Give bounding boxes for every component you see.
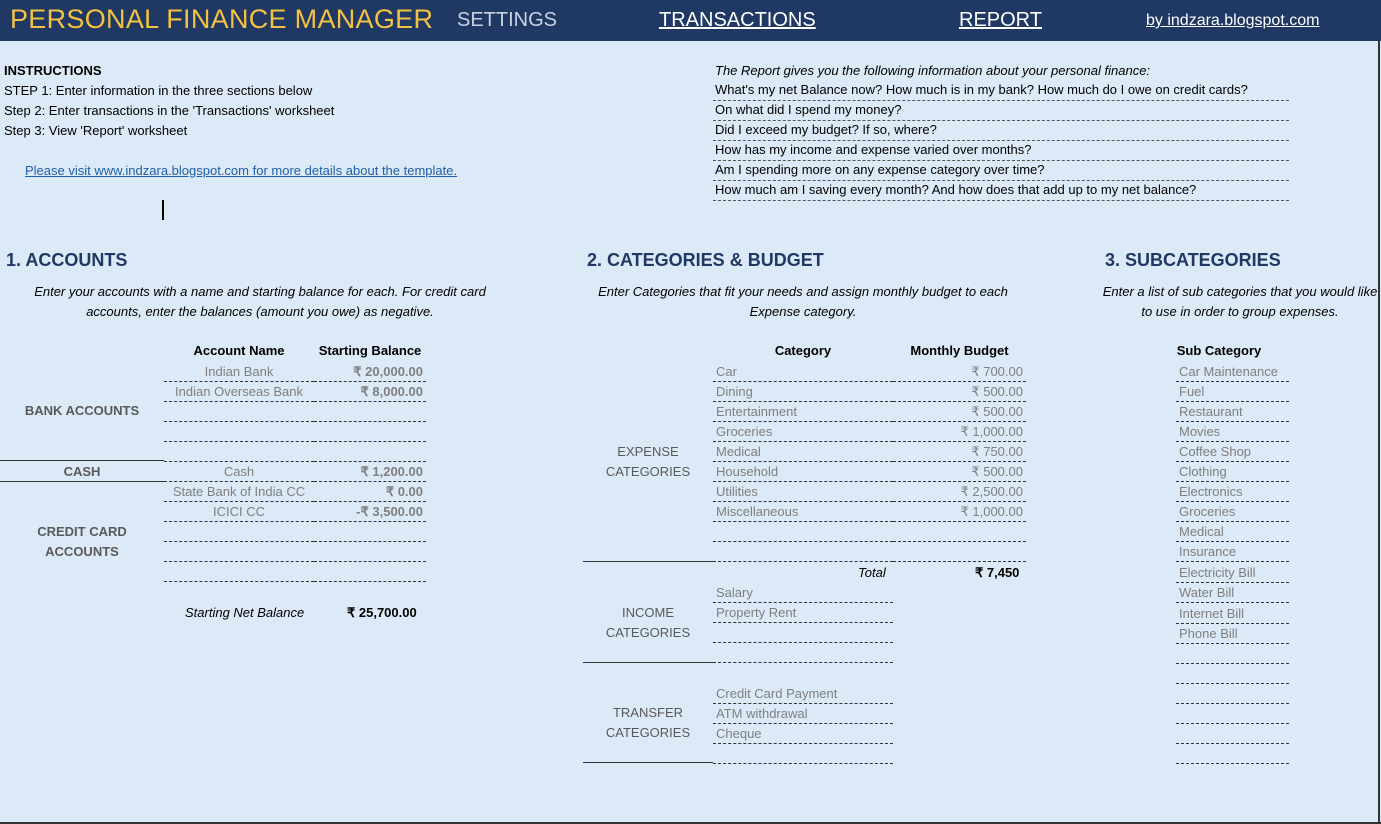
expense-category-cell[interactable] [713, 543, 893, 562]
expense-category-cell[interactable]: Groceries [713, 423, 893, 442]
subcategory-cell[interactable]: Clothing [1176, 463, 1289, 482]
starting-net-balance-value: ₹ 25,700.00 [347, 605, 417, 620]
transfer-category-cell[interactable]: Credit Card Payment [713, 685, 893, 704]
monthly-budget-header: Monthly Budget [910, 343, 1009, 358]
account-name-cell[interactable] [164, 543, 314, 562]
account-name-cell[interactable]: State Bank of India CC [164, 483, 314, 502]
income-categories-label [583, 603, 713, 643]
expense-budget-cell[interactable]: ₹ 700.00 [893, 363, 1026, 382]
expense-category-cell[interactable] [713, 523, 893, 542]
expense-budget-cell[interactable]: ₹ 1,000.00 [893, 503, 1026, 522]
account-name-cell[interactable]: Cash [164, 463, 314, 482]
transfer-label-line: CATEGORIES [605, 725, 691, 740]
income-label-line: CATEGORIES [605, 625, 691, 640]
subcategory-cell[interactable]: Medical [1176, 523, 1289, 542]
starting-balance-header: Starting Balance [318, 343, 422, 358]
account-name-cell[interactable]: Indian Bank [164, 363, 314, 382]
account-balance-cell[interactable] [314, 523, 426, 542]
transfer-label-line: TRANSFER [612, 705, 684, 720]
subcategory-cell[interactable]: Water Bill [1176, 584, 1289, 603]
account-balance-cell[interactable]: ₹ 20,000.00 [314, 363, 426, 382]
subcategory-cell[interactable]: Groceries [1176, 503, 1289, 522]
categories-section-title: 2. CATEGORIES & BUDGET [587, 250, 824, 270]
credit-card-accounts-label: CREDIT CARD ACCOUNTS [37, 524, 127, 559]
subcategory-cell[interactable] [1176, 665, 1289, 684]
account-name-cell[interactable]: Indian Overseas Bank [164, 383, 314, 402]
account-name-cell[interactable]: ICICI CC [164, 503, 314, 522]
subcategory-cell[interactable] [1176, 725, 1289, 744]
expense-category-cell[interactable]: Miscellaneous [713, 503, 893, 522]
instruction-step-2: Step 2: Enter transactions in the 'Transactions' worksheet [4, 103, 335, 118]
expense-label-line: EXPENSE [617, 444, 679, 459]
accounts-section-title: 1. ACCOUNTS [6, 250, 128, 270]
group-divider [0, 460, 164, 461]
subcategory-cell[interactable]: Fuel [1176, 383, 1289, 402]
template-details-link[interactable]: Please visit www.indzara.blogspot.com for more details about the template. [25, 163, 458, 178]
subcategory-cell[interactable] [1176, 685, 1289, 704]
expense-budget-cell[interactable]: ₹ 500.00 [893, 383, 1026, 402]
expense-budget-cell[interactable]: ₹ 500.00 [893, 463, 1026, 482]
expense-category-cell[interactable]: Medical [713, 443, 893, 462]
income-category-cell[interactable]: Property Rent [713, 604, 893, 623]
account-balance-cell[interactable]: ₹ 8,000.00 [314, 383, 426, 402]
expense-category-cell[interactable]: Household [713, 463, 893, 482]
instruction-step-3: Step 3: View 'Report' worksheet [4, 123, 188, 138]
total-label: Total [858, 565, 886, 580]
expense-category-cell[interactable]: Entertainment [713, 403, 893, 422]
transfer-categories-label [583, 703, 713, 743]
expense-budget-cell[interactable] [893, 523, 1026, 542]
expense-budget-cell[interactable]: ₹ 750.00 [893, 443, 1026, 462]
subcategory-cell[interactable]: Car Maintenance [1176, 363, 1289, 382]
instruction-step-1: STEP 1: Enter information in the three sections below [4, 83, 313, 98]
app-header [0, 0, 1381, 41]
nav-transactions[interactable]: TRANSACTIONS [659, 9, 816, 31]
group-divider [583, 561, 713, 562]
expense-budget-cell[interactable]: ₹ 500.00 [893, 403, 1026, 422]
expense-category-cell[interactable]: Dining [713, 383, 893, 402]
income-label-line: INCOME [622, 605, 674, 620]
instructions-heading: INSTRUCTIONS [4, 63, 102, 78]
transfer-category-cell[interactable]: Cheque [713, 725, 893, 744]
report-question: Am I spending more on any expense category over time? [713, 162, 1289, 181]
report-question: Did I exceed my budget? If so, where? [713, 122, 1289, 141]
account-balance-cell[interactable]: ₹ 0.00 [314, 483, 426, 502]
cash-label: CASH [63, 464, 101, 479]
expense-budget-cell[interactable] [893, 543, 1026, 562]
transfer-category-cell[interactable] [713, 745, 893, 764]
report-intro: The Report gives you the following information about your personal finance: [715, 63, 1151, 78]
account-balance-cell[interactable]: ₹ 1,200.00 [314, 463, 426, 482]
sub-category-header: Sub Category [1176, 343, 1262, 358]
accounts-description: Enter your accounts with a name and starting balance for each. For credit card accounts, enter the balances (amount you owe) as negative. [34, 284, 486, 319]
bank-accounts-label: BANK ACCOUNTS [24, 403, 140, 418]
subcategories-section-title: 3. SUBCATEGORIES [1105, 250, 1281, 270]
report-question: How has my income and expense varied over months? [713, 142, 1289, 161]
category-header: Category [774, 343, 832, 358]
expense-category-cell[interactable]: Car [713, 363, 893, 382]
transfer-category-cell[interactable]: ATM withdrawal [713, 705, 893, 724]
account-balance-cell[interactable] [314, 543, 426, 562]
account-name-cell[interactable] [164, 403, 314, 422]
subcategory-cell[interactable]: Movies [1176, 423, 1289, 442]
group-divider [0, 481, 164, 482]
nav-report[interactable]: REPORT [959, 9, 1042, 31]
report-question: How much am I saving every month? And how does that add up to my net balance? [713, 182, 1289, 201]
account-name-cell[interactable] [164, 563, 314, 582]
frame-border-right [1378, 41, 1380, 824]
report-question: What's my net Balance now? How much is in my bank? How much do I owe on credit cards? [713, 82, 1289, 101]
account-name-cell[interactable] [164, 423, 314, 442]
subcategory-cell[interactable]: Electricity Bill [1176, 564, 1289, 583]
expense-budget-cell[interactable]: ₹ 1,000.00 [893, 423, 1026, 442]
expense-budget-cell[interactable]: ₹ 2,500.00 [893, 483, 1026, 502]
subcategory-cell[interactable] [1176, 745, 1289, 764]
account-balance-cell[interactable] [314, 563, 426, 582]
income-category-cell[interactable]: Salary [713, 584, 893, 603]
subcategory-cell[interactable]: Insurance [1176, 543, 1289, 562]
starting-net-balance-label: Starting Net Balance [185, 605, 305, 620]
expense-category-cell[interactable]: Utilities [713, 483, 893, 502]
account-balance-cell[interactable] [314, 403, 426, 422]
blog-link[interactable]: by indzara.blogspot.com [1146, 12, 1320, 29]
income-category-cell[interactable] [713, 624, 893, 643]
account-balance-cell[interactable]: -₹ 3,500.00 [314, 503, 426, 522]
subcategory-cell[interactable]: Electronics [1176, 483, 1289, 502]
account-balance-cell[interactable] [314, 443, 426, 462]
income-category-cell[interactable] [713, 644, 893, 663]
nav-settings[interactable]: SETTINGS [457, 9, 558, 31]
subcategory-cell[interactable]: Coffee Shop [1176, 443, 1289, 462]
expense-categories-label [583, 442, 713, 482]
expense-label-line: CATEGORIES [605, 464, 691, 479]
subcategory-cell[interactable]: Restaurant [1176, 403, 1289, 422]
subcategory-cell[interactable]: Internet Bill [1176, 605, 1289, 624]
group-divider [583, 662, 713, 663]
subcategory-cell[interactable] [1176, 645, 1289, 664]
text-cursor [162, 200, 164, 220]
categories-description: Enter Categories that fit your needs and assign monthly budget to each Expense category. [598, 284, 1008, 319]
report-question: On what did I spend my money? [713, 102, 1289, 121]
subcategory-cell[interactable]: Phone Bill [1176, 625, 1289, 644]
account-balance-cell[interactable] [314, 423, 426, 442]
app-title: PERSONAL FINANCE MANAGER [10, 4, 434, 34]
subcategory-cell[interactable] [1176, 705, 1289, 724]
account-name-header: Account Name [193, 343, 285, 358]
total-budget-value: ₹ 7,450 [975, 565, 1020, 580]
group-divider [583, 762, 713, 763]
subcategories-description: Enter a list of sub categories that you would like to use in order to group expenses. [1102, 284, 1378, 319]
account-name-cell[interactable] [164, 523, 314, 542]
account-name-cell[interactable] [164, 443, 314, 462]
